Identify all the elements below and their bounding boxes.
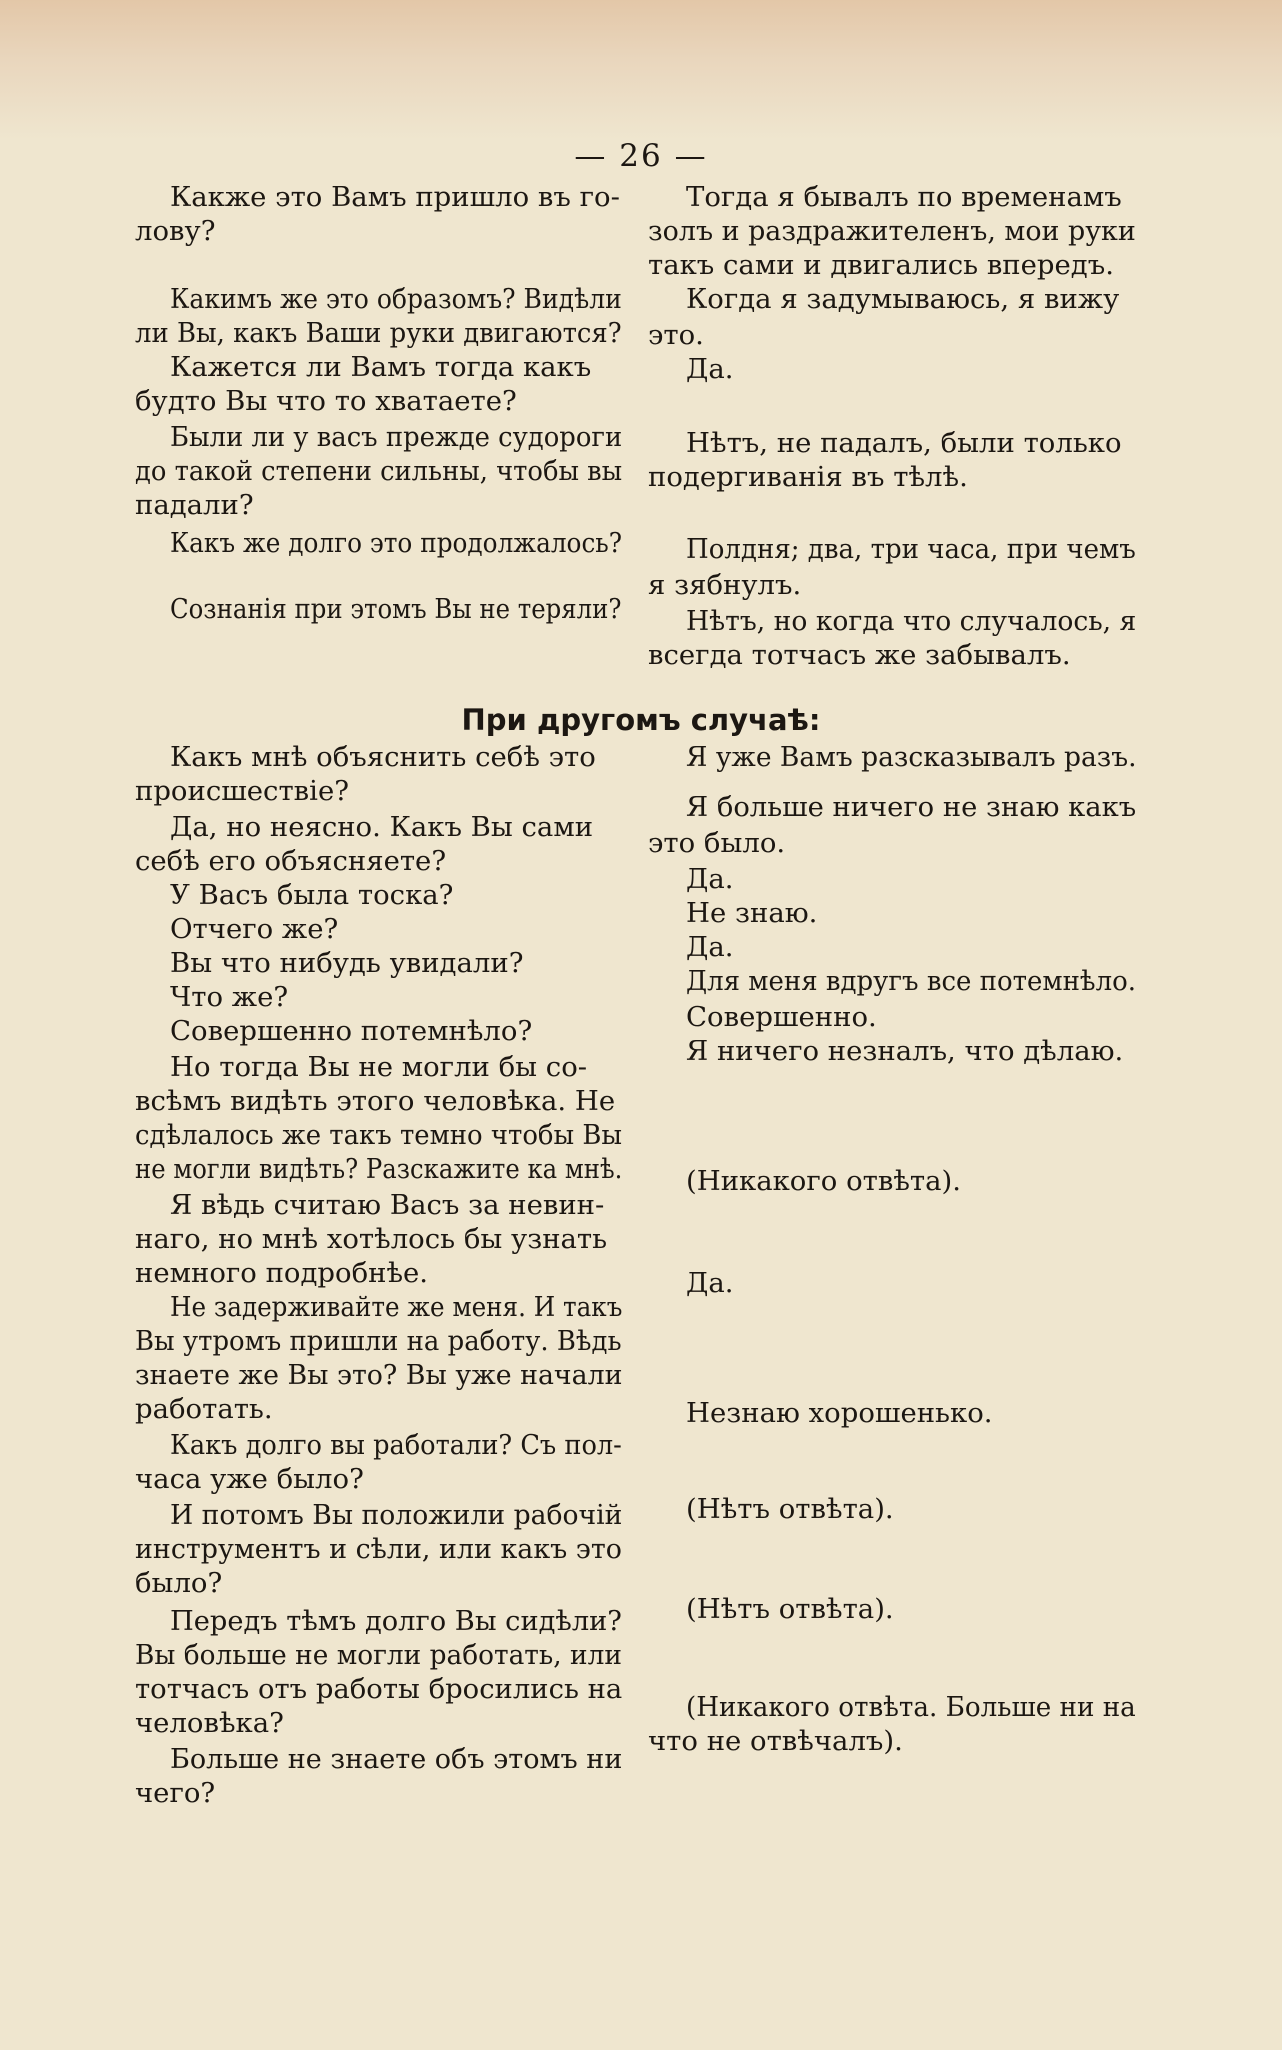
answer-line: Когда я задумываюсь, я вижу	[686, 283, 1120, 315]
question-line: Но тогда Вы не могли бы со-	[170, 1051, 588, 1083]
answer-line: подергиванія въ тѣлѣ.	[648, 461, 968, 493]
question-line: будто Вы что то хватаете?	[135, 385, 517, 417]
question-line: Передъ тѣмъ долго Вы сидѣли?	[170, 1605, 622, 1637]
question-line: не могли видѣть? Разскажите ка мнѣ.	[135, 1153, 623, 1185]
question-line: работать.	[135, 1393, 273, 1425]
question-line: Какъ долго вы работали? Съ пол-	[170, 1429, 622, 1461]
question-line: происшествіе?	[135, 775, 349, 807]
question-line: Какъ же долго это продолжалось?	[170, 527, 623, 559]
question-line: часа уже было?	[135, 1463, 364, 1495]
answer-line: золъ и раздражителенъ, мои руки	[648, 215, 1136, 247]
question-line: Сознанія при этомъ Вы не теряли?	[170, 593, 622, 625]
answer-line: (Нѣтъ отвѣта).	[686, 1593, 894, 1625]
answer-line: Я уже Вамъ разсказывалъ разъ.	[686, 741, 1137, 773]
answer-line: Незнаю хорошенько.	[686, 1397, 993, 1429]
answer-line: Для меня вдругъ все потемнѣло.	[686, 965, 1137, 997]
question-line: знаете же Вы это? Вы уже начали	[135, 1359, 623, 1391]
question-line: Совершенно потемнѣло?	[170, 1015, 533, 1047]
question-line: Вы больше не могли работать, или	[135, 1639, 622, 1671]
answer-line: (Нѣтъ отвѣта).	[686, 1493, 894, 1525]
answer-line: Нѣтъ, но когда что случалось, я	[686, 605, 1137, 637]
question-line: Кажется ли Вамъ тогда какъ	[170, 351, 592, 383]
answer-line: такъ сами и двигались впередъ.	[648, 249, 1114, 281]
question-line: Какъ мнѣ объяснить себѣ это	[170, 741, 596, 773]
answer-line: Не знаю.	[686, 897, 818, 929]
answer-line: что не отвѣчалъ).	[648, 1725, 903, 1757]
question-line: падали?	[135, 489, 254, 521]
question-line: наго, но мнѣ хотѣлось бы узнать	[135, 1223, 608, 1255]
question-line: тотчасъ отъ работы бросились на	[135, 1673, 623, 1705]
answer-line: (Никакого отвѣта. Больше ни на	[686, 1691, 1136, 1723]
answer-line: я зябнулъ.	[648, 569, 802, 601]
question-line: было?	[135, 1567, 223, 1599]
question-line: И потомъ Вы положили рабочій	[170, 1499, 623, 1531]
answer-line: Совершенно.	[686, 1001, 877, 1033]
question-line: Я вѣдь считаю Васъ за невин-	[170, 1189, 605, 1221]
answer-line: Да.	[686, 863, 734, 895]
question-line: чего?	[135, 1777, 216, 1809]
answer-line: (Никакого отвѣта).	[686, 1165, 961, 1197]
question-line: Отчего же?	[170, 913, 339, 945]
question-line: до такой степени сильны, чтобы вы	[135, 455, 623, 487]
page-number: — 26 —	[574, 138, 708, 174]
question-line: лову?	[135, 215, 216, 247]
question-line: Не задерживайте же меня. И такъ	[170, 1291, 623, 1323]
question-line: Да, но неясно. Какъ Вы сами	[170, 811, 594, 843]
answer-line: Я ничего незналъ, что дѣлаю.	[686, 1035, 1124, 1067]
question-line: ли Вы, какъ Ваши руки двигаются?	[135, 317, 622, 349]
question-line: немного подробнѣе.	[135, 1257, 429, 1289]
question-line: Какже это Вамъ пришло въ го-	[170, 181, 620, 213]
question-line: Вы утромъ пришли на работу. Вѣдь	[135, 1325, 622, 1357]
answer-line: Я больше ничего не знаю какъ	[686, 791, 1137, 823]
answer-line: это было.	[648, 827, 786, 859]
answer-line: всегда тотчасъ же забывалъ.	[648, 639, 1071, 671]
answer-line: это.	[648, 319, 704, 351]
question-line: себѣ его объясняете?	[135, 845, 447, 877]
question-line: Что же?	[170, 981, 289, 1013]
answer-line: Тогда я бывалъ по временамъ	[686, 181, 1122, 213]
question-line: всѣмъ видѣть этого человѣка. Не	[135, 1085, 616, 1117]
answer-line: Полдня; два, три часа, при чемъ	[686, 533, 1136, 565]
question-line: Вы что нибудь увидали?	[170, 947, 524, 979]
question-line: Какимъ же это образомъ? Видѣли	[170, 283, 622, 315]
question-line: инструментъ и сѣли, или какъ это	[135, 1533, 622, 1565]
question-line: Больше не знаете объ этомъ ни	[170, 1743, 623, 1775]
answer-line: Да.	[686, 931, 734, 963]
answer-line: Да.	[686, 353, 734, 385]
section-heading: При другомъ случаѣ:	[461, 703, 821, 737]
question-line: человѣка?	[135, 1707, 284, 1739]
question-line: Были ли у васъ прежде судороги	[170, 421, 623, 453]
answer-line: Да.	[686, 1267, 734, 1299]
question-line: У Васъ была тоска?	[170, 879, 454, 911]
question-line: сдѣлалось же такъ темно чтобы Вы	[135, 1119, 623, 1151]
answer-line: Нѣтъ, не падалъ, были только	[686, 427, 1122, 459]
